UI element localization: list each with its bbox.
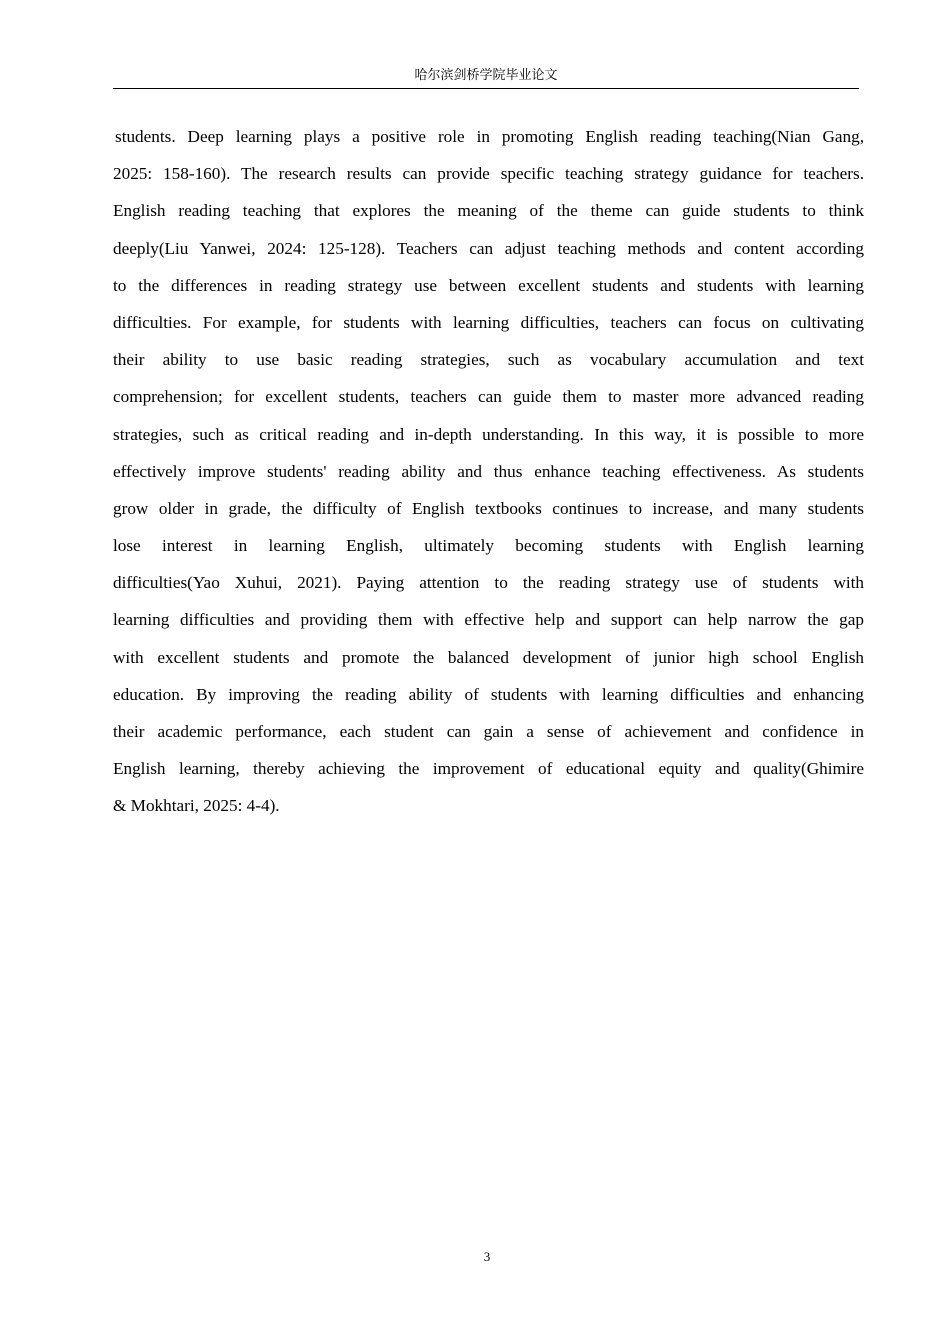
text-line: their ability to use basic reading strategies, such as vocabulary accumulation and text xyxy=(113,350,864,370)
text-line: learning difficulties and providing them with effective help and support can help narrow the gap xyxy=(113,610,864,630)
body-paragraph xyxy=(113,118,864,825)
text-line: 2025: 158-160). The research results can provide specific teaching strategy guidance for teachers. xyxy=(113,164,864,184)
running-header: 哈尔滨剑桥学院毕业论文 xyxy=(414,68,558,83)
text-line: English reading teaching that explores the meaning of the theme can guide students to think xyxy=(113,201,864,221)
text-line: comprehension; for excellent students, teachers can guide them to master more advanced reading xyxy=(113,387,864,407)
text-line: with excellent students and promote the balanced development of junior high school English xyxy=(113,647,864,667)
text-line: effectively improve students' reading ability and thus enhance teaching effectiveness. As students xyxy=(113,461,864,481)
text-line: to the differences in reading strategy use between excellent students and students with learning xyxy=(113,275,864,295)
page-number: 3 xyxy=(483,1249,491,1264)
text-line: English learning, thereby achieving the improvement of educational equity and quality(Ghimire xyxy=(113,759,864,779)
text-line: grow older in grade, the difficulty of English textbooks continues to increase, and many students xyxy=(113,498,864,518)
text-line: difficulties. For example, for students with learning difficulties, teachers can focus on cultivating xyxy=(113,312,864,332)
text-line: their academic performance, each student can gain a sense of achievement and confidence in xyxy=(113,722,864,741)
text-line: strategies, such as critical reading and in-depth understanding. In this way, it is possible to more xyxy=(113,424,864,444)
text-line: deeply(Liu Yanwei, 2024: 125-128). Teachers can adjust teaching methods and content according xyxy=(113,238,864,258)
text-line: & Mokhtari, 2025: 4-4). xyxy=(113,796,280,816)
text-line: difficulties(Yao Xuhui, 2021). Paying attention to the reading strategy use of students with xyxy=(113,573,864,593)
text-line: education. By improving the reading ability of students with learning difficulties and enhancing xyxy=(113,684,864,704)
text-line: students. Deep learning plays a positive role in promoting English reading teaching(Nian Gang, xyxy=(115,127,864,146)
text-line: lose interest in learning English, ultimately becoming students with English learning xyxy=(113,536,864,556)
header-rule xyxy=(113,88,859,89)
